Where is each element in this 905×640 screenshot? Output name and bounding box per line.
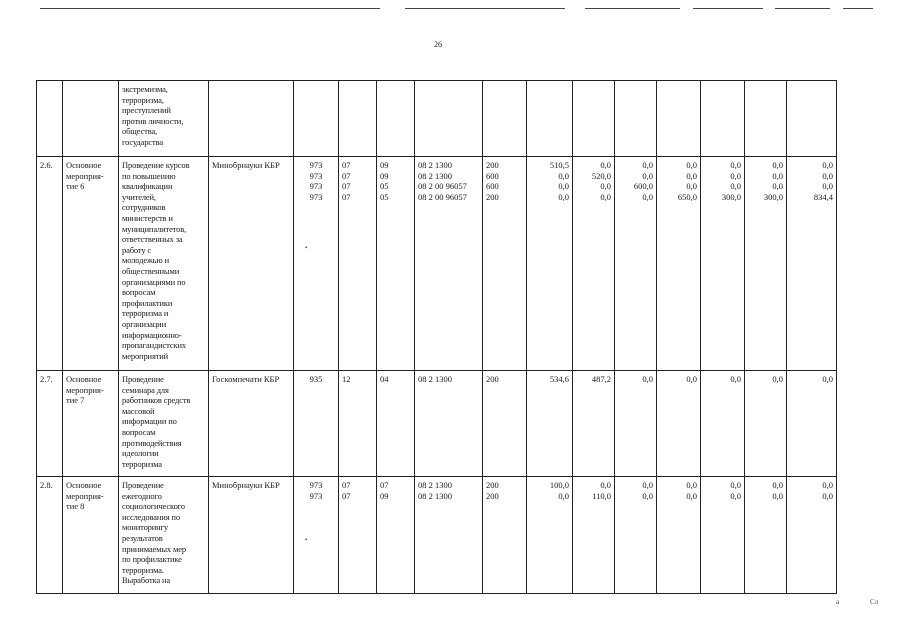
vr-code-line: 200 <box>486 160 499 170</box>
grbs-code-line: 935 <box>309 374 323 384</box>
row-number-cell <box>37 477 63 594</box>
event-description-line: Проведение курсов <box>122 160 190 170</box>
pr-code-cell <box>377 81 415 157</box>
rz-code-line: 07 <box>342 160 351 170</box>
amount-col-2-line: 0,0 <box>600 191 611 202</box>
pr-code-cell <box>377 371 415 477</box>
event-description-line: организации <box>122 318 166 329</box>
amount-col-6-line: 0,0 <box>772 374 783 384</box>
csr-code-line: 08 2 1300 <box>418 490 452 501</box>
amount-col-7-cell <box>787 371 837 477</box>
top-rule <box>843 8 873 9</box>
amount-col-7-cell <box>787 81 837 157</box>
amount-col-6-line: 0,0 <box>772 160 783 170</box>
grbs-code-line: 973 <box>309 490 323 501</box>
vr-code-line: 200 <box>486 480 499 490</box>
event-description-line: ответственных за <box>122 234 183 245</box>
csr-code-cell <box>415 477 483 594</box>
amount-col-4-cell <box>657 371 701 477</box>
pr-code-cell <box>377 477 415 594</box>
amount-col-2-line: 487,2 <box>591 374 611 384</box>
table-row <box>37 371 837 477</box>
amount-col-3-line: 0,0 <box>642 170 653 181</box>
scan-dot: • <box>305 244 308 252</box>
amount-col-4-line: 650,0 <box>677 191 697 202</box>
event-description-line: экстремизма, <box>122 84 168 94</box>
amount-col-6-line: 0,0 <box>772 490 783 501</box>
amount-col-2-line: 0,0 <box>600 480 611 490</box>
event-description-line: идеологии <box>122 448 159 459</box>
amount-col-4-cell <box>657 81 701 157</box>
csr-code-line: 08 2 1300 <box>418 170 452 181</box>
event-description-line: работу с <box>122 244 152 255</box>
amount-col-1-cell <box>527 157 573 371</box>
table-row <box>37 477 837 594</box>
event-type-line: мероприя- <box>66 384 104 395</box>
event-description-line: исследования по <box>122 511 180 522</box>
event-description-line: общества, <box>122 126 158 137</box>
event-description-line: терроризма <box>122 458 162 469</box>
amount-col-1-line: 534,6 <box>549 374 569 384</box>
grbs-code-line: 973 <box>309 191 323 202</box>
amount-col-2-line: 0,0 <box>600 160 611 170</box>
amount-col-7-line: 0,0 <box>822 181 833 192</box>
event-description-line: профилактики <box>122 297 173 308</box>
amount-col-5-line: 0,0 <box>730 374 741 384</box>
csr-code-cell <box>415 81 483 157</box>
pr-code-line: 05 <box>380 191 389 202</box>
event-description-line: Проведение <box>122 480 164 490</box>
amount-col-3-line: 0,0 <box>642 374 653 384</box>
amount-col-6-line: 0,0 <box>772 480 783 490</box>
amount-col-5-line: 0,0 <box>730 490 741 501</box>
amount-col-3-cell <box>615 157 657 371</box>
grbs-code-line: 973 <box>309 160 323 170</box>
event-description-line: организациями по <box>122 276 186 287</box>
amount-col-4-line: 0,0 <box>686 480 697 490</box>
amount-col-4-cell <box>657 477 701 594</box>
event-description-line: информационно- <box>122 329 182 340</box>
amount-col-5-cell <box>701 81 745 157</box>
pr-code-line: 05 <box>380 181 389 192</box>
event-type-line: тие 6 <box>66 181 85 192</box>
executor: Госкомпечати КБР <box>212 374 280 384</box>
event-description-cell <box>119 81 209 157</box>
amount-col-7-line: 834,4 <box>813 191 833 202</box>
executor-cell <box>209 477 294 594</box>
rz-code-line: 07 <box>342 181 351 192</box>
event-description-line: по профилактике <box>122 554 182 565</box>
amount-col-3-cell <box>615 81 657 157</box>
amount-col-5-line: 0,0 <box>730 170 741 181</box>
pr-code-line: 09 <box>380 170 389 181</box>
amount-col-1-line: 0,0 <box>558 170 569 181</box>
vr-code-cell <box>483 157 527 371</box>
amount-col-5-cell <box>701 157 745 371</box>
amount-col-3-line: 0,0 <box>642 191 653 202</box>
rz-code-line: 07 <box>342 480 351 490</box>
row-number: 2.8. <box>40 480 53 490</box>
amount-col-1-cell <box>527 477 573 594</box>
event-description-line: муниципалитетов, <box>122 223 187 234</box>
amount-col-2-line: 110,0 <box>592 490 611 501</box>
amount-col-3-line: 0,0 <box>642 490 653 501</box>
event-type-line: Основное <box>66 480 102 490</box>
amount-col-7-line: 0,0 <box>822 160 833 170</box>
amount-col-3-cell <box>615 477 657 594</box>
amount-col-7-cell <box>787 157 837 371</box>
event-type-line: Основное <box>66 160 102 170</box>
pr-code-line: 07 <box>380 480 389 490</box>
amount-col-2-line: 0,0 <box>600 181 611 192</box>
rz-code-line: 07 <box>342 490 351 501</box>
event-description-line: ежегодного <box>122 490 162 501</box>
event-description-line: вопросам <box>122 426 156 437</box>
grbs-code-line: 973 <box>309 480 323 490</box>
row-number-cell <box>37 81 63 157</box>
executor-cell <box>209 371 294 477</box>
pr-code-cell <box>377 157 415 371</box>
amount-col-3-line: 600,0 <box>633 181 653 192</box>
amount-col-4-line: 0,0 <box>686 374 697 384</box>
event-description-line: министерств и <box>122 212 173 223</box>
vr-code-line: 600 <box>486 170 499 181</box>
row-number: 2.6. <box>40 160 53 170</box>
executor: Минобрнауки КБР <box>212 160 280 170</box>
amount-col-6-cell <box>745 157 787 371</box>
row-number-cell <box>37 371 63 477</box>
event-description-cell <box>119 477 209 594</box>
event-description-line: Выработка на <box>122 575 171 586</box>
budget-table <box>36 80 837 594</box>
vr-code-line: 600 <box>486 181 499 192</box>
amount-col-3-line: 0,0 <box>642 160 653 170</box>
amount-col-2-cell <box>573 157 615 371</box>
amount-col-6-cell <box>745 371 787 477</box>
amount-col-3-line: 0,0 <box>642 480 653 490</box>
rz-code-cell <box>339 81 377 157</box>
amount-col-4-cell <box>657 157 701 371</box>
event-description-line: мониторингу <box>122 522 169 533</box>
pr-code-line: 09 <box>380 160 389 170</box>
amount-col-7-cell <box>787 477 837 594</box>
vr-code-line: 200 <box>486 490 499 501</box>
event-description-cell <box>119 371 209 477</box>
event-description-line: работников средств <box>122 395 191 406</box>
amount-col-5-line: 0,0 <box>730 181 741 192</box>
footer-mark: а <box>836 598 840 606</box>
top-rule <box>775 8 830 9</box>
amount-col-7-line: 0,0 <box>822 374 833 384</box>
event-description-line: Проведение <box>122 374 164 384</box>
pr-code-line: 04 <box>380 374 389 384</box>
event-description-line: квалификации <box>122 181 173 192</box>
row-number-cell <box>37 157 63 371</box>
amount-col-6-cell <box>745 81 787 157</box>
amount-col-4-line: 0,0 <box>686 490 697 501</box>
top-rule <box>40 8 380 9</box>
amount-col-1-line: 0,0 <box>558 181 569 192</box>
event-description-line: преступлений <box>122 105 171 116</box>
amount-col-5-cell <box>701 477 745 594</box>
csr-code-line: 08 2 1300 <box>418 480 452 490</box>
grbs-code-cell <box>294 477 339 594</box>
amount-col-7-line: 0,0 <box>822 480 833 490</box>
table-row <box>37 157 837 371</box>
executor: Минобрнауки КБР <box>212 480 280 490</box>
event-description-line: терроризма и <box>122 308 169 319</box>
page-number: 26 <box>434 40 442 49</box>
top-rule <box>405 8 565 9</box>
table-row <box>37 81 837 157</box>
top-rule <box>693 8 763 9</box>
event-type-line: тие 7 <box>66 395 85 406</box>
amount-col-7-line: 0,0 <box>822 490 833 501</box>
csr-code-line: 08 2 00 96057 <box>418 191 467 202</box>
grbs-code-cell <box>294 81 339 157</box>
amount-col-4-line: 0,0 <box>686 181 697 192</box>
amount-col-3-cell <box>615 371 657 477</box>
event-description-line: по повышению <box>122 170 176 181</box>
rz-code-line: 12 <box>342 374 351 384</box>
rz-code-line: 07 <box>342 191 351 202</box>
pr-code-line: 09 <box>380 490 389 501</box>
grbs-code-line: 973 <box>309 170 323 181</box>
vr-code-cell <box>483 477 527 594</box>
event-description-line: общественными <box>122 265 180 276</box>
amount-col-6-line: 300,0 <box>763 191 783 202</box>
amount-col-2-cell <box>573 371 615 477</box>
amount-col-2-cell <box>573 81 615 157</box>
event-description-line: социологического <box>122 501 185 512</box>
amount-col-1-line: 0,0 <box>558 490 569 501</box>
grbs-code-line: 973 <box>309 181 323 192</box>
vr-code-cell <box>483 81 527 157</box>
event-type-cell <box>63 157 119 371</box>
event-description-line: пропагандистских <box>122 340 186 351</box>
rz-code-line: 07 <box>342 170 351 181</box>
amount-col-4-line: 0,0 <box>686 160 697 170</box>
amount-col-1-line: 100,0 <box>549 480 569 490</box>
amount-col-1-line: 0,0 <box>558 191 569 202</box>
event-type-cell <box>63 371 119 477</box>
scan-dot: • <box>305 536 308 544</box>
amount-col-6-line: 0,0 <box>772 170 783 181</box>
amount-col-5-line: 0,0 <box>730 160 741 170</box>
grbs-code-cell <box>294 371 339 477</box>
csr-code-line: 08 2 1300 <box>418 374 452 384</box>
csr-code-line: 08 2 1300 <box>418 160 452 170</box>
event-description-line: принимаемых мер <box>122 543 186 554</box>
amount-col-7-line: 0,0 <box>822 170 833 181</box>
vr-code-line: 200 <box>486 191 499 202</box>
amount-col-2-cell <box>573 477 615 594</box>
event-description-cell <box>119 157 209 371</box>
event-description-line: вопросам <box>122 287 156 298</box>
amount-col-6-cell <box>745 477 787 594</box>
event-description-line: семинара для <box>122 384 169 395</box>
grbs-code-cell <box>294 157 339 371</box>
rz-code-cell <box>339 477 377 594</box>
amount-col-6-line: 0,0 <box>772 181 783 192</box>
event-description-line: результатов <box>122 532 163 543</box>
amount-col-1-cell <box>527 81 573 157</box>
row-number: 2.7. <box>40 374 53 384</box>
event-type-line: тие 8 <box>66 501 85 512</box>
event-description-line: терроризма. <box>122 564 164 575</box>
event-description-line: информации по <box>122 416 177 427</box>
event-type-line: мероприя- <box>66 490 104 501</box>
event-type-line: Основное <box>66 374 102 384</box>
rz-code-cell <box>339 157 377 371</box>
vr-code-cell <box>483 371 527 477</box>
event-description-line: массовой <box>122 405 155 416</box>
event-type-cell <box>63 81 119 157</box>
event-description-line: учителей, <box>122 191 156 202</box>
amount-col-1-cell <box>527 371 573 477</box>
footer-mark: Сл <box>870 598 879 606</box>
event-description-line: сотрудников <box>122 202 166 213</box>
csr-code-cell <box>415 157 483 371</box>
amount-col-2-line: 520,0 <box>591 170 611 181</box>
amount-col-4-line: 0,0 <box>686 170 697 181</box>
vr-code-line: 200 <box>486 374 499 384</box>
event-type-line: мероприя- <box>66 170 104 181</box>
csr-code-line: 08 2 00 96057 <box>418 181 467 192</box>
executor-cell <box>209 81 294 157</box>
amount-col-5-line: 300,0 <box>721 191 741 202</box>
amount-col-1-line: 510,5 <box>549 160 569 170</box>
top-rule <box>585 8 680 9</box>
event-description-line: противодействия <box>122 437 182 448</box>
event-description-line: молодежью и <box>122 255 169 266</box>
event-description-line: против личности, <box>122 115 184 126</box>
executor-cell <box>209 157 294 371</box>
event-description-line: терроризма, <box>122 94 164 105</box>
event-type-cell <box>63 477 119 594</box>
amount-col-5-line: 0,0 <box>730 480 741 490</box>
amount-col-5-cell <box>701 371 745 477</box>
event-description-line: государства <box>122 136 163 147</box>
csr-code-cell <box>415 371 483 477</box>
rz-code-cell <box>339 371 377 477</box>
event-description-line: мероприятий <box>122 350 169 361</box>
